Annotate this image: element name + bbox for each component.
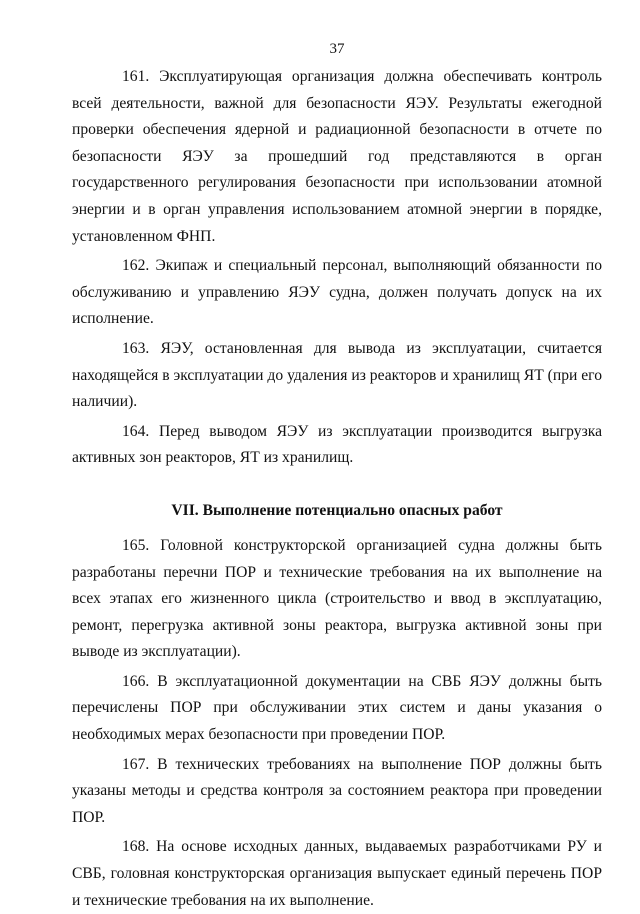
section-heading: VII. Выполнение потенциально опасных работ [171, 501, 503, 519]
paragraph-168: 168. На основе исходных данных, выдаваемых разработчиками РУ и СВБ, головная конструкторская организация выпускает единый перечень ПОР и технические требования на их выполнение. [72, 838, 602, 909]
document-body [72, 64, 602, 914]
page-number: 37 [329, 41, 345, 57]
paragraph-167: 167. В технических требованиях на выполнение ПОР должны быть указаны методы и средства контроля за состоянием реактора при проведении ПОР. [72, 755, 602, 826]
paragraph-163: 163. ЯЭУ, остановленная для вывода из эксплуатации, считается находящейся в эксплуатации до удаления из реакторов и хранилищ ЯТ (при его наличии). [72, 339, 602, 411]
paragraph-161: 161. Эксплуатирующая организация должна обеспечивать контроль всей деятельности, важной для безопасности ЯЭУ. Результаты ежегодной проверки обеспечения ядерной и радиационной безопасности в отчете по безопасности ЯЭУ за прошедший год представляются в орган государственного регулирования безопасности при использовании атомной энергии и в орган управления использованием атомной энергии в порядке, установленном ФНП. [72, 68, 602, 245]
paragraph-165: 165. Головной конструкторской организацией судна должны быть разработаны перечни ПОР и технические требования на их выполнение на всех этапах его жизненного цикла (строительство и ввод в эксплуатацию, ремонт, перегрузка активной зоны реактора, выгрузка активной зоны при выводе из эксплуатации). [72, 536, 602, 661]
paragraph-162: 162. Экипаж и специальный персонал, выполняющий обязанности по обслуживанию и управлению ЯЭУ судна, должен получать допуск на их исполнение. [72, 257, 602, 328]
document-page [72, 0, 602, 909]
paragraph-164: 164. Перед выводом ЯЭУ из эксплуатации производится выгрузка активных зон реакторов, ЯТ из хранилищ. [72, 422, 602, 467]
paragraph-166: 166. В эксплуатационной документации на СВБ ЯЭУ должны быть перечислены ПОР при обслуживании этих систем и даны указания о необходимых мерах безопасности при проведении ПОР. [72, 672, 602, 744]
